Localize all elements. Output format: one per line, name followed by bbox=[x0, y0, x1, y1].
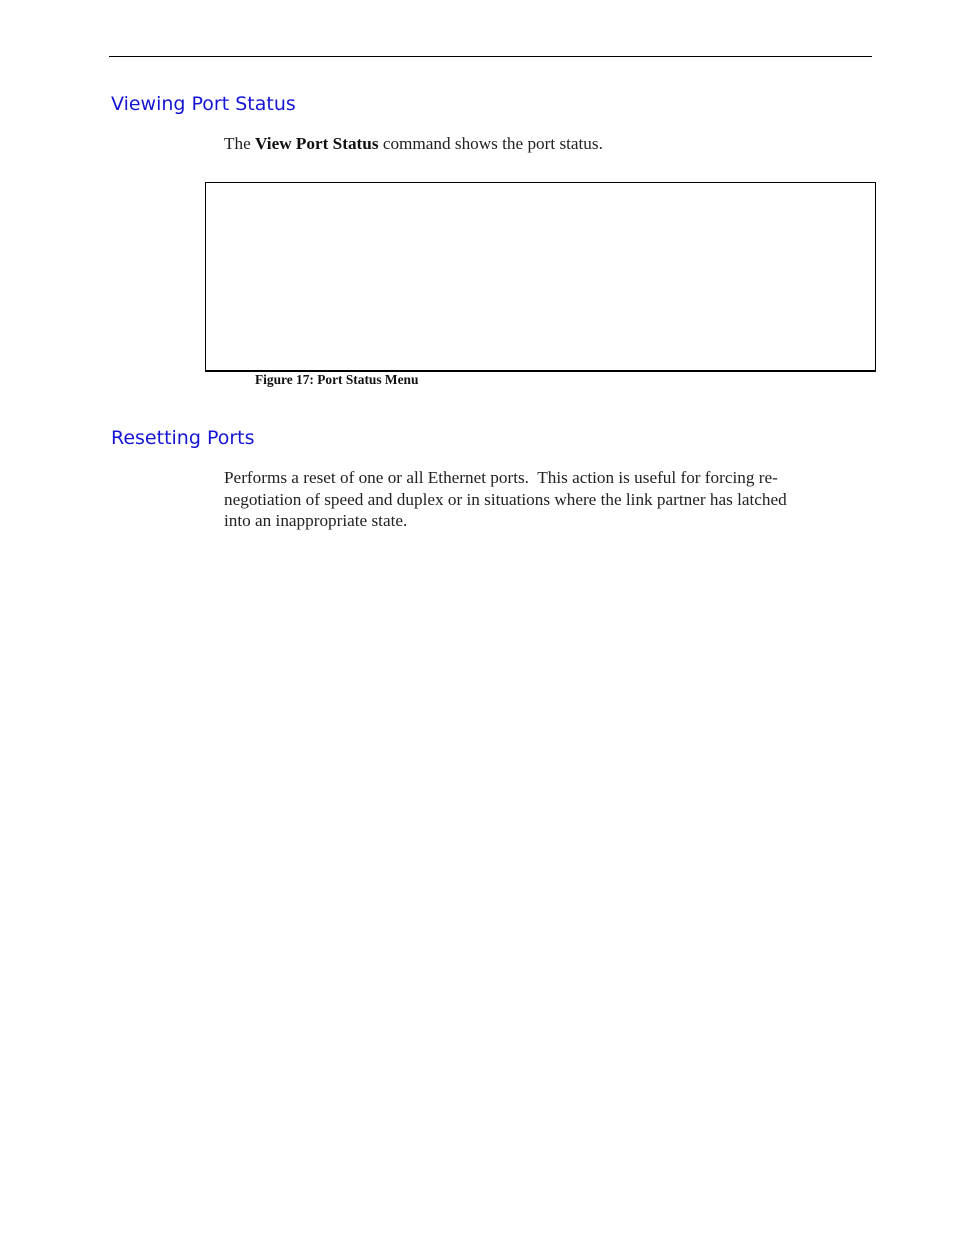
section-heading-viewing-port-status: Viewing Port Status bbox=[111, 93, 296, 115]
viewing-port-status-intro bbox=[224, 133, 603, 155]
header-rule bbox=[109, 56, 872, 57]
paragraph-line: Performs a reset of one or all Ethernet ports. This action is useful for forcing re- bbox=[224, 468, 778, 487]
resetting-ports-paragraph bbox=[224, 467, 787, 532]
paragraph-line: negotiation of speed and duplex or in situations where the link partner has latched bbox=[224, 489, 787, 509]
intro-suffix: command shows the port status. bbox=[378, 134, 603, 153]
intro-prefix: The bbox=[224, 134, 256, 153]
section-heading-resetting-ports: Resetting Ports bbox=[111, 427, 255, 449]
command-name: View Port Status bbox=[255, 134, 379, 153]
figure-caption: Figure 17: Port Status Menu bbox=[255, 372, 419, 387]
port-status-menu-figure bbox=[205, 182, 876, 372]
paragraph-line: into an inappropriate state. bbox=[224, 511, 408, 530]
